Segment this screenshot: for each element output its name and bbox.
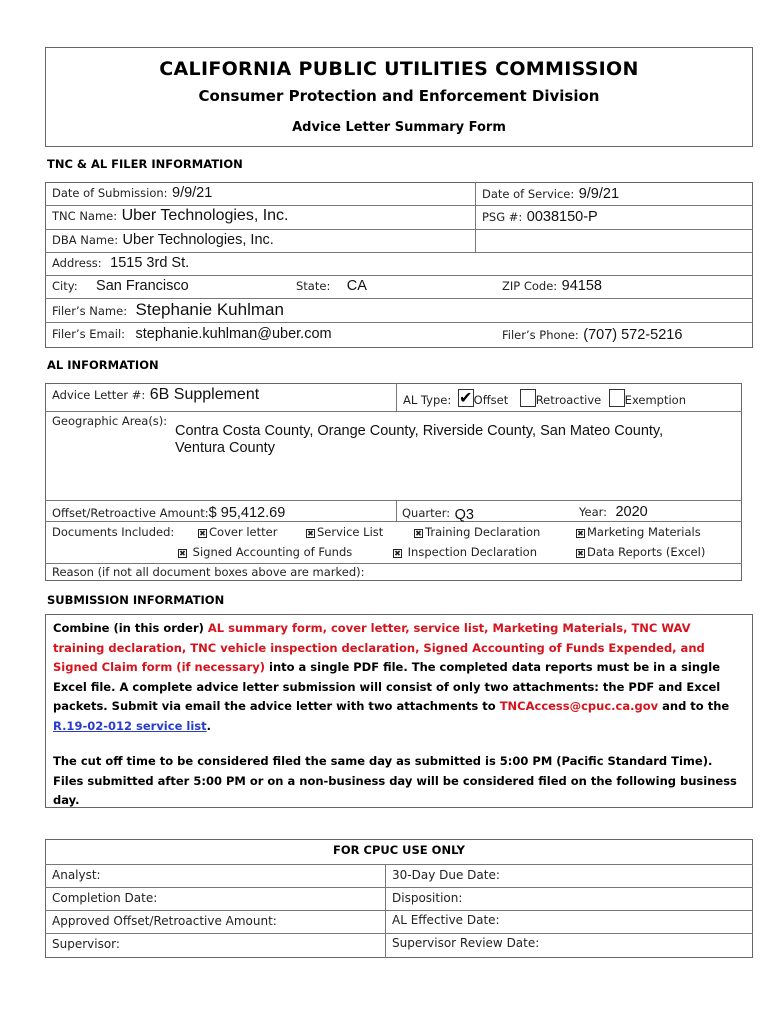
analyst-field[interactable]: Analyst: (52, 868, 101, 882)
offset-checkbox[interactable] (458, 389, 474, 407)
filer-name-value: Stephanie Kuhlman (135, 300, 284, 319)
year-label: Year: (579, 505, 608, 519)
doc-inspection-declaration[interactable]: ✖ Inspection Declaration (394, 545, 538, 559)
geographic-area-line2[interactable]: Ventura County (175, 440, 275, 456)
tnc-name-field[interactable] (52, 207, 289, 225)
city-field[interactable] (52, 277, 189, 295)
page-title: CALIFORNIA PUBLIC UTILITIES COMMISSION (159, 58, 639, 80)
approved-amount-field[interactable]: Approved Offset/Retroactive Amount: (52, 914, 277, 928)
filer-phone-field[interactable] (502, 326, 682, 344)
filer-phone-value: (707) 572-5216 (583, 327, 683, 343)
checked-box-icon: ✖ (307, 529, 314, 538)
amount-value: $ 95,412.69 (208, 505, 286, 521)
doc-signed-accounting[interactable]: ✖ Signed Accounting of Funds (179, 545, 353, 559)
zip-label: ZIP Code: (502, 279, 558, 293)
doc-data-reports[interactable]: ✖ Data Reports (Excel) (577, 545, 706, 559)
advice-letter-value: 6B Supplement (149, 386, 260, 403)
psg-label: PSG #: (482, 210, 523, 224)
offset-option-label: Offset (473, 393, 509, 407)
al-type-label: AL Type: (403, 393, 452, 407)
check-mark-icon: ✔ (458, 390, 473, 407)
documents-included-label: Documents Included: (52, 525, 175, 539)
quarter-field[interactable] (402, 504, 474, 522)
supervisor-field[interactable]: Supervisor: (52, 937, 120, 951)
submission-section-heading: SUBMISSION INFORMATION (47, 593, 225, 607)
al-section-heading: AL INFORMATION (47, 358, 159, 372)
al-type-group (403, 388, 686, 407)
form-name: Advice Letter Summary Form (292, 120, 506, 135)
checked-box-icon: ✖ (577, 529, 584, 538)
zip-value: 94158 (561, 278, 602, 294)
filer-name-field[interactable] (52, 300, 284, 320)
due-date-field[interactable]: 30-Day Due Date: (392, 868, 500, 882)
state-label: State: (296, 279, 331, 293)
retroactive-checkbox[interactable] (520, 389, 536, 407)
geographic-area-label: Geographic Area(s): (52, 414, 168, 428)
supervisor-review-date-field[interactable]: Supervisor Review Date: (392, 936, 540, 950)
filer-email-field[interactable] (52, 325, 332, 343)
tnc-access-email-link[interactable]: TNCAccess@cpuc.ca.gov (499, 699, 659, 714)
date-of-service-value: 9/9/21 (578, 186, 620, 202)
dba-name-field[interactable] (52, 231, 274, 249)
amount-label: Offset/Retroactive Amount: (52, 506, 209, 520)
checked-box-icon: ✖ (199, 529, 206, 538)
disposition-field[interactable]: Disposition: (392, 891, 463, 905)
filer-section-heading: TNC & AL FILER INFORMATION (47, 157, 243, 171)
date-of-submission-value: 9/9/21 (172, 185, 213, 201)
date-of-submission-field[interactable] (52, 184, 212, 202)
state-field[interactable] (296, 277, 367, 295)
al-effective-date-field[interactable]: AL Effective Date: (392, 913, 500, 927)
service-list-link[interactable]: R.19-02-012 service list (53, 718, 207, 733)
checked-box-icon: ✖ (394, 549, 401, 558)
amount-field[interactable] (52, 504, 285, 522)
doc-cover-letter[interactable]: ✖ Cover letter (199, 525, 278, 539)
page-subtitle: Consumer Protection and Enforcement Division (198, 87, 600, 105)
psg-field[interactable] (482, 208, 598, 226)
date-of-service-field[interactable] (482, 185, 619, 203)
advice-letter-label: Advice Letter #: (52, 388, 146, 402)
advice-letter-field[interactable] (52, 386, 259, 404)
checked-box-icon: ✖ (179, 549, 186, 558)
quarter-label: Quarter: (402, 506, 451, 520)
filer-email-label: Filer’s Email: (52, 327, 126, 341)
submission-paragraph-2: The cut off time to be considered filed the same day as submitted is 5:00 PM (Pacific Standard Time). Files submitted after 5:00 PM or on a non-business day will be considered filed on the following business day. (53, 754, 737, 808)
city-label: City: (52, 279, 78, 293)
zip-field[interactable] (502, 277, 602, 295)
tnc-name-label: TNC Name: (52, 209, 118, 223)
required-documents-text: AL summary form, cover letter, service list, Marketing Materials, TNC WAV training declaration, TNC vehicle inspection declaration, Signed Accounting of Funds Expended, and Signed Claim form (if necessary) (53, 621, 705, 675)
checked-box-icon: ✖ (577, 549, 584, 558)
doc-service-list[interactable]: ✖ Service List (307, 525, 384, 539)
year-value: 2020 (615, 504, 648, 520)
tnc-name-value: Uber Technologies, Inc. (121, 207, 289, 224)
year-field[interactable] (579, 503, 648, 521)
dba-name-value: Uber Technologies, Inc. (122, 232, 274, 248)
exemption-checkbox[interactable] (609, 389, 625, 407)
exemption-option-label: Exemption (624, 393, 686, 407)
dba-name-label: DBA Name: (52, 233, 119, 247)
checked-box-icon: ✖ (415, 529, 422, 538)
address-field[interactable] (52, 254, 189, 272)
address-value: 1515 3rd St. (110, 255, 190, 271)
date-of-service-label: Date of Service: (482, 187, 575, 201)
retroactive-option-label: Retroactive (535, 393, 602, 407)
filer-phone-label: Filer’s Phone: (502, 328, 579, 342)
cpuc-use-heading: FOR CPUC USE ONLY (333, 843, 465, 857)
doc-training-declaration[interactable]: ✖ Training Declaration (415, 525, 541, 539)
filer-name-label: Filer’s Name: (52, 304, 128, 318)
psg-value: 0038150-P (526, 209, 598, 225)
geographic-area-line1[interactable]: Contra Costa County, Orange County, Riverside County, San Mateo County, (175, 423, 664, 439)
completion-date-field[interactable]: Completion Date: (52, 891, 158, 905)
state-value: CA (346, 278, 367, 294)
submission-paragraph-1: Combine (in this order) AL summary form, cover letter, service list, Marketing Materials, TNC WAV training declaration, TNC vehicle inspection declaration, Signed Accounting of Funds Expended, and Signed Claim form (if necessary) into a single PDF file. The completed data reports must be in a single Excel file. A complete advice letter submission will consist of only two attachments: the PDF and Excel packets. Submit via email the advice letter with two attachments to TNCAccess@cpuc.ca.gov and to the R.19-02-012 service list. (53, 621, 730, 733)
city-value: San Francisco (96, 278, 189, 294)
reason-label[interactable]: Reason (if not all document boxes above are marked): (52, 565, 365, 579)
quarter-value: Q3 (454, 507, 474, 523)
date-of-submission-label: Date of Submission: (52, 186, 168, 200)
doc-marketing-materials[interactable]: ✖ Marketing Materials (577, 525, 701, 539)
address-label: Address: (52, 256, 102, 270)
filer-email-value: stephanie.kuhlman@uber.com (135, 326, 332, 342)
